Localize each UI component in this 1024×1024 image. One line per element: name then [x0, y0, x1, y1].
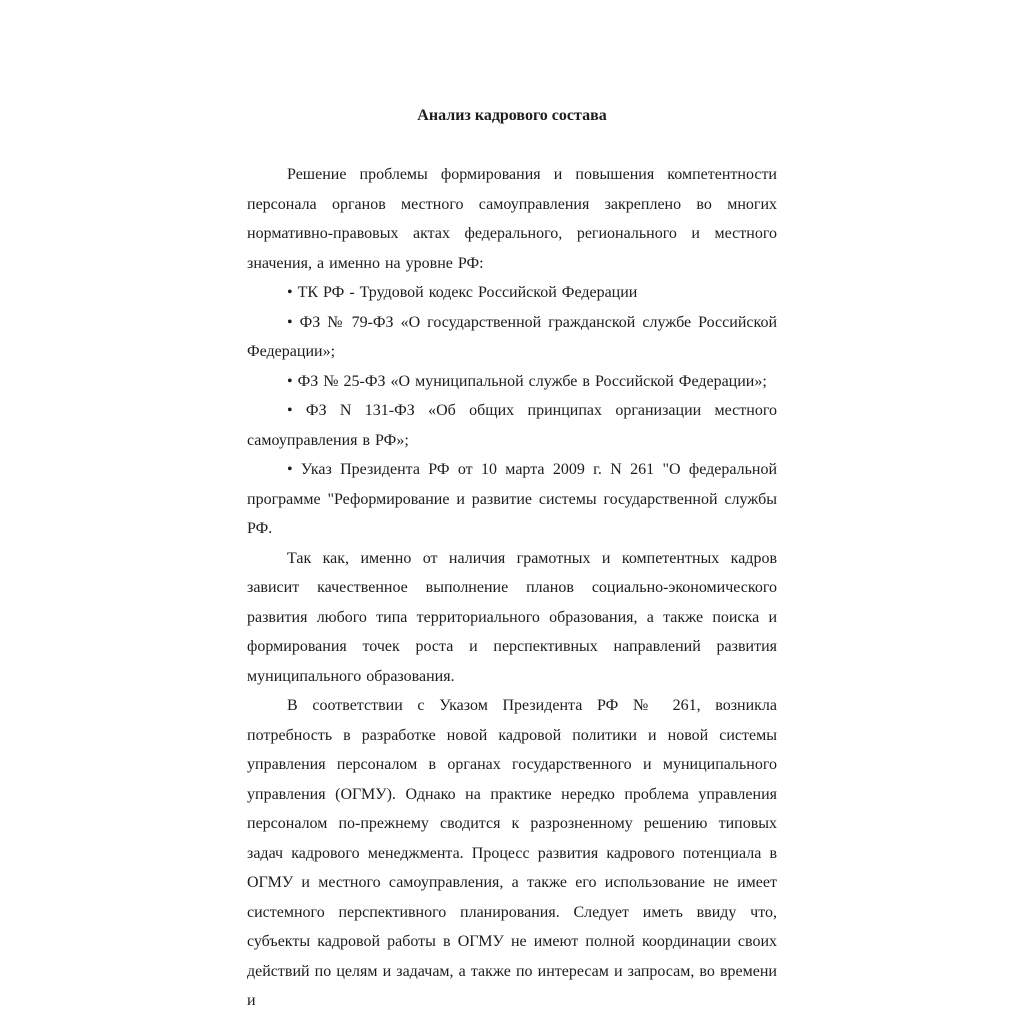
bullet-paragraph: • ФЗ № 25-ФЗ «О муниципальной службе в Российской Федерации»;	[287, 372, 767, 390]
bullet-paragraph: • Указ Президента РФ от 10 марта 2009 г. N 261 "О федеральной программе "Реформирование и развитие системы государственной службы РФ.	[247, 461, 777, 537]
bullet-paragraph: • ФЗ № 79-ФЗ «О государственной гражданской службе Российской Федерации»;	[247, 313, 777, 360]
bullet-paragraph: • ФЗ N 131-ФЗ «Об общих принципах организации местного самоуправления в РФ»;	[247, 402, 777, 449]
bullet-paragraph: • ТК РФ - Трудовой кодекс Российской Федерации	[287, 284, 638, 301]
body-paragraph: Решение проблемы формирования и повышения компетентности персонала органов местного самоуправления закреплено во многих нормативно-правовых актах федерального, регионального и местного значения, а именно на уровне РФ:	[247, 166, 777, 272]
body-paragraph: В соответствии с Указом Президента РФ № 261, возникла потребность в разработке новой кадровой политики и новой системы управления персоналом в органах государственного и муниципального управления (ОГМУ). Однако на практике нередко проблема управления персоналом по-прежнему сводится к разрозненному решению типовых задач кадрового менеджмента. Процесс развития кадрового потенциала в ОГМУ и местного самоуправления, а также его использование не имеет системного перспективного планирования. Следует иметь ввиду что, субъекты кадровой работы в ОГМУ не имеют полной координации своих действий по целям и задачам, а также по интересам и запросам, во времени и	[247, 697, 777, 1009]
document-title: Анализ кадрового состава	[417, 107, 607, 124]
document-body	[247, 160, 777, 1016]
body-paragraph: Так как, именно от наличия грамотных и компетентных кадров зависит качественное выполнение планов социально-экономического развития любого типа территориального образования, а также поиска и формирования точек роста и перспективных направлений развития муниципального образования.	[247, 549, 777, 685]
